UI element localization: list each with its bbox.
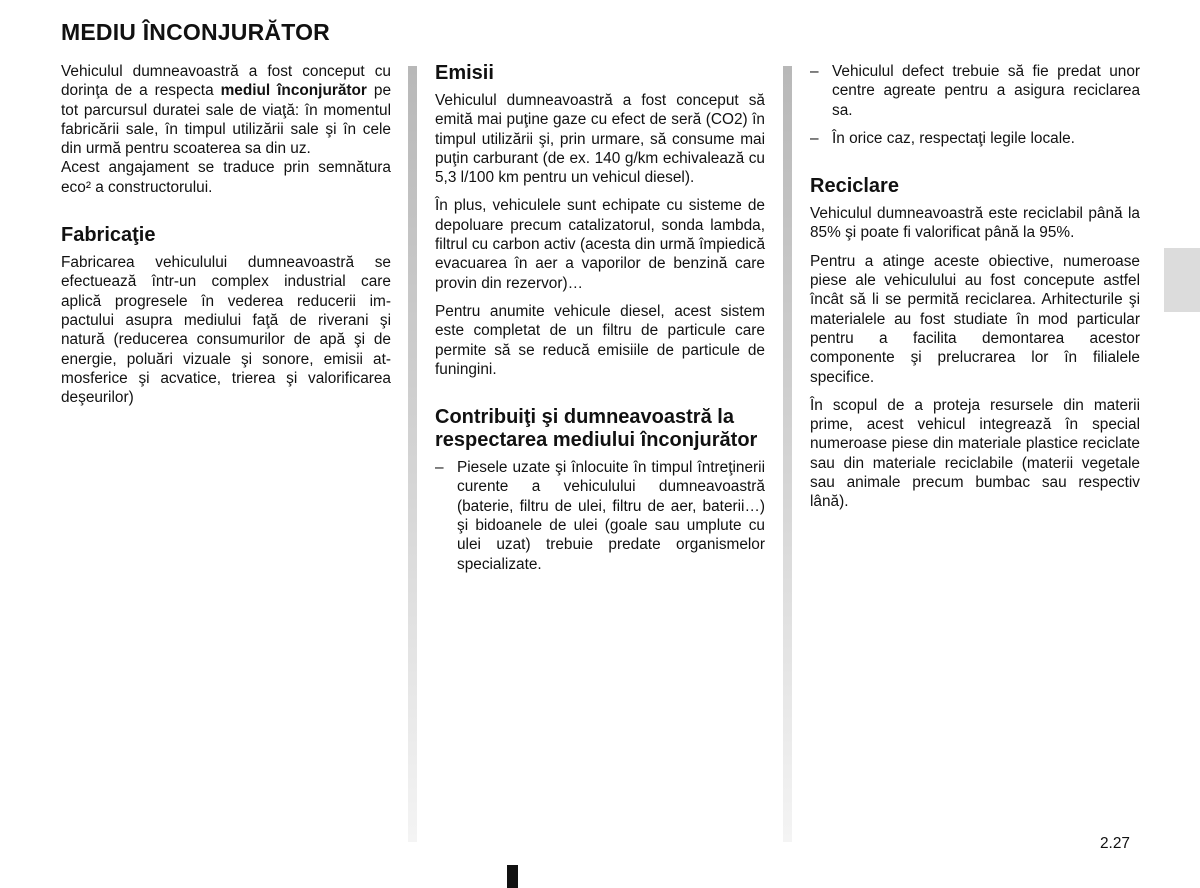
section-heading-reciclare: Reciclare: [810, 175, 899, 198]
dash-marker: –: [810, 129, 819, 147]
reciclare-paragraph: Pentru a atinge aceste obiective, numeroase piese ale vehiculului au fost concepute astfel încât să li se permită reciclarea. Arhitecturile şi materialele au fost studiate în mod particular pentru a facilita demontarea acestor componente şi prelucrarea lor în filialele specifice.: [810, 252, 1140, 386]
chapter-tab-marker: [1164, 248, 1200, 312]
reciclare-paragraph: În scopul de a proteja resursele din materii prime, acest vehicul integrează în special numeroase piese din materiale plastice reciclate sau din materiale reciclabile (materii vegetale sau animale precum bumbac sau respectiv lână).: [810, 396, 1140, 511]
column-left: [61, 62, 391, 416]
emisii-paragraph: Pentru anumite vehicule diesel, acest sistem este completat de un filtru de particule care permite să se reducă emisiile de particule de funingini.: [435, 302, 765, 378]
section-heading-contributii: Contribuiţi şi dumneavoastră la respectarea mediului înconjurător: [435, 406, 758, 452]
section-heading-fabricatie: Fabricaţie: [61, 224, 156, 247]
dash-marker: –: [810, 63, 819, 80]
list-item: – Piesele uzate şi înlocuite în timpul întreţinerii curente a vehiculului dumneavoastră (baterie, filtru de ulei, filtru de aer, baterii…) şi bidoanele de ulei (goale sau umplute cu ulei uzat) trebuie predate organismelor specializate.: [435, 459, 765, 573]
emisii-paragraph: Vehiculul dumneavoastră a fost conceput să emită mai puţine gaze cu efect de seră (CO2) în timpul utilizării şi, prin urmare, să consume mai puţin carburant (de ex. 140 g/km echivalează cu 5,3 l/100 km pentru un vehicul diesel).: [435, 92, 765, 187]
dash-marker: –: [435, 459, 444, 477]
page-number: 2.27: [1100, 835, 1130, 852]
fabricatie-paragraph: Fabricarea vehiculului dumneavoastră se efectuează într-un complex industrial care aplică progresele în vederea reducerii impactului asupra mediului faţă de riverani şi natură (reducerea consumurilor de apă şi de energie, poluări vizuale şi sonore, emisii atmosferice şi acvatice, trierea şi valorificarea deşeurilor): [61, 254, 391, 407]
column-right: [810, 62, 1140, 521]
column-divider-bar: [408, 66, 417, 842]
reciclare-paragraph: Vehiculul dumneavoastră este reciclabil până la 85% şi poate fi valorificat până la 95%.: [810, 205, 1140, 242]
emisii-paragraph: În plus, vehiculele sunt echipate cu sisteme de depoluare precum catalizatorul, sonda lambda, filtrul cu carbon activ (acesta din urmă împiedică evacuarea în aer a vaporilor de benzină care provin din rezervor)…: [435, 197, 765, 292]
column-middle: [435, 62, 765, 583]
column-divider-bar: [783, 66, 792, 842]
intro-paragraph: Vehiculul dumneavoastră a fost conceput cu dorinţa de a respecta mediul înconjurător pe tot parcursul duratei sale de viaţă: în momentul fabricării sale, în timpul utilizării sale şi în cele din urmă pentru scoaterea sa din uz. Acest angajament se traduce prin semnătura eco² a constructorului.: [61, 63, 392, 196]
list-item: – Vehiculul defect trebuie să fie predat unor centre agreate pentru a asigura reciclarea sa.: [810, 63, 1140, 119]
list-item: – În orice caz, respectaţi legile locale.: [810, 129, 1075, 147]
print-registration-mark: [507, 865, 518, 888]
section-heading-emisii: Emisii: [435, 62, 494, 84]
intro-bold-phrase: mediul înconjurător: [220, 82, 367, 100]
page-title: MEDIU ÎNCONJURĂTOR: [61, 19, 330, 45]
